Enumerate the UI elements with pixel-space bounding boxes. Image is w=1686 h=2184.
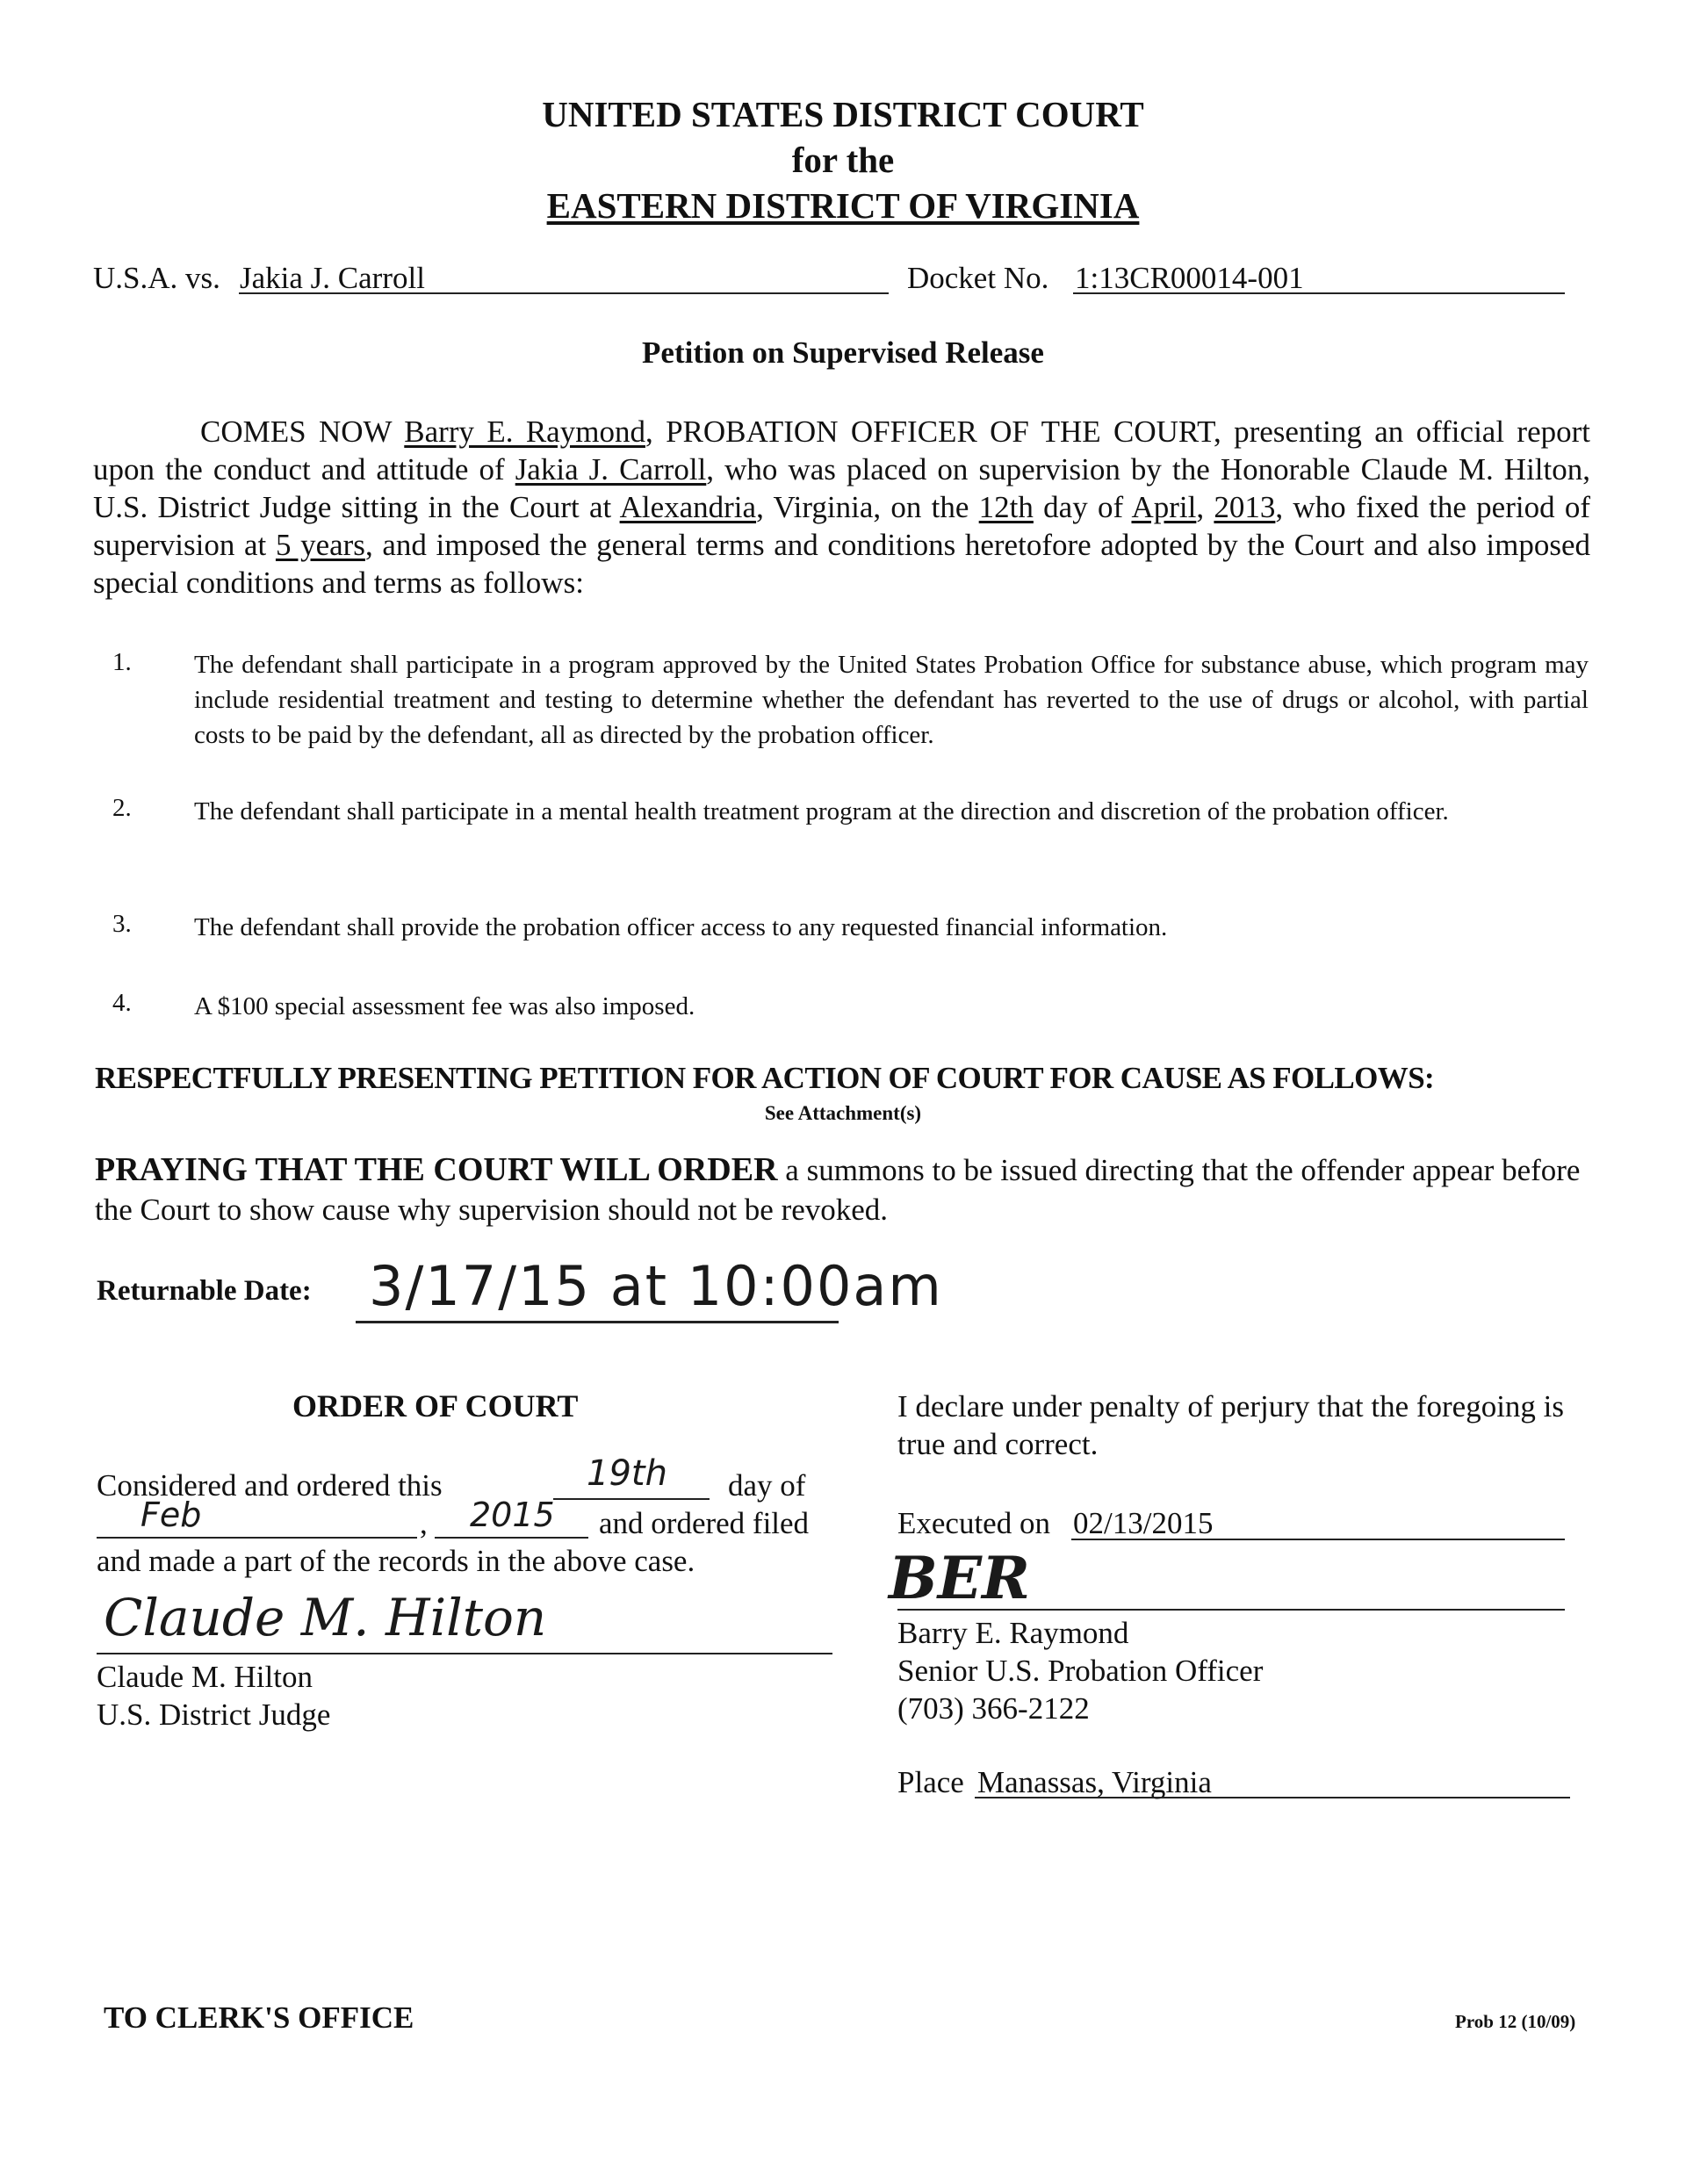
docket-number: 1:13CR00014-001 bbox=[1075, 261, 1304, 295]
intro-text: , bbox=[1196, 490, 1214, 524]
executed-line bbox=[1071, 1539, 1565, 1540]
intro-text: , and imposed the general terms and conditions heretofore adopted by the Court and also imposed special conditions and terms as follows: bbox=[93, 528, 1590, 600]
comma: , bbox=[420, 1506, 428, 1540]
praying-paragraph bbox=[95, 1150, 1588, 1229]
executed-label: Executed on bbox=[897, 1506, 1050, 1540]
order-month-handwritten: Feb bbox=[140, 1496, 202, 1534]
defendant-name: Jakia J. Carroll bbox=[240, 261, 425, 295]
respectfully-heading: RESPECTFULLY PRESENTING PETITION FOR ACTION OF COURT FOR CAUSE AS FOLLOWS: bbox=[95, 1061, 1435, 1095]
condition-text: A $100 special assessment fee was also imposed. bbox=[194, 992, 695, 1020]
praying-text: a summons to be issued directing that the offender appear before the Court to show cause why supervision should not be revoked. bbox=[95, 1153, 1581, 1227]
praying-bold: PRAYING THAT THE COURT WILL ORDER bbox=[95, 1151, 778, 1188]
officer-signature-line bbox=[897, 1609, 1565, 1611]
judge-title: U.S. District Judge bbox=[97, 1697, 331, 1732]
officer-name: Barry E. Raymond bbox=[897, 1616, 1129, 1650]
place-line bbox=[975, 1797, 1570, 1798]
judge-signature-line bbox=[97, 1653, 832, 1654]
intro-paragraph bbox=[93, 413, 1590, 602]
clerk-office: TO CLERK'S OFFICE bbox=[104, 2000, 414, 2035]
see-attachment: See Attachment(s) bbox=[764, 1102, 922, 1124]
considered-text: Considered and ordered this bbox=[97, 1468, 443, 1503]
condition-number: 1. bbox=[112, 648, 132, 676]
officer-title: Senior U.S. Probation Officer bbox=[897, 1654, 1264, 1688]
defendant-name-inline: Jakia J. Carroll bbox=[515, 452, 707, 487]
judge-name: Claude M. Hilton bbox=[97, 1660, 313, 1694]
intro-text: , PROBATION OFFICER OF THE COURT, presenting an official report upon the conduct and attitude of bbox=[93, 414, 1590, 487]
docket-underline bbox=[1073, 292, 1565, 294]
sentence-year: 2013 bbox=[1214, 490, 1276, 524]
place-label: Place bbox=[897, 1765, 964, 1799]
court-district bbox=[0, 183, 1686, 228]
defendant-underline bbox=[239, 292, 889, 294]
officer-phone: (703) 366-2122 bbox=[897, 1691, 1090, 1726]
intro-text: COMES NOW bbox=[200, 414, 405, 449]
place-value: Manassas, Virginia bbox=[977, 1765, 1212, 1799]
form-number: Prob 12 (10/09) bbox=[1455, 2011, 1576, 2032]
order-year-handwritten: 2015 bbox=[470, 1496, 555, 1534]
judge-signature: Claude M. Hilton bbox=[104, 1588, 547, 1647]
executed-date: 02/13/2015 bbox=[1073, 1506, 1214, 1540]
order-year-line bbox=[435, 1537, 588, 1539]
intro-text: day of bbox=[1033, 490, 1132, 524]
order-day-handwritten: 19th bbox=[587, 1453, 667, 1494]
intro-text: , who fixed the period of supervision at bbox=[93, 490, 1590, 562]
court-name: UNITED STATES DISTRICT COURT bbox=[542, 94, 1144, 134]
declaration-text: I declare under penalty of perjury that the foregoing is true and correct. bbox=[897, 1389, 1565, 1461]
condition-number: 3. bbox=[112, 910, 132, 938]
returnable-underline bbox=[356, 1321, 839, 1323]
order-title: ORDER OF COURT bbox=[292, 1388, 579, 1424]
court-for-the: for the bbox=[791, 140, 895, 180]
condition-text: The defendant shall participate in a program approved by the United States Probation Office for substance abuse, which program may include residential treatment and testing to determine whether the defendant has reverted to the use of drugs or alcohol, with partial costs to be paid by the defendant, all as directed by the probation officer. bbox=[194, 651, 1589, 749]
petition-title: Petition on Supervised Release bbox=[642, 335, 1044, 370]
docket-label: Docket No. bbox=[907, 261, 1049, 295]
condition-number: 2. bbox=[112, 794, 132, 822]
intro-text: , Virginia, on the bbox=[756, 490, 979, 524]
condition-text: The defendant shall participate in a mental health treatment program at the direction and discretion of the probation officer. bbox=[194, 797, 1449, 825]
records-text: and made a part of the records in the above case. bbox=[97, 1544, 695, 1578]
sentence-day: 12th bbox=[978, 490, 1034, 524]
officer-signature: BER bbox=[889, 1544, 1030, 1612]
usa-vs-label: U.S.A. vs. bbox=[93, 261, 220, 295]
officer-name: Barry E. Raymond bbox=[404, 414, 645, 449]
order-month-line bbox=[97, 1537, 417, 1539]
court-city: Alexandria bbox=[619, 490, 757, 524]
order-day-line bbox=[553, 1498, 710, 1500]
condition-text: The defendant shall provide the probation officer access to any requested financial information. bbox=[194, 913, 1168, 941]
day-of-text: day of bbox=[728, 1468, 806, 1503]
ordered-filed-text: and ordered filed bbox=[599, 1506, 810, 1540]
returnable-handwritten-date: 3/17/15 at 10:00am bbox=[369, 1254, 943, 1318]
district-name: EASTERN DISTRICT OF VIRGINIA bbox=[546, 185, 1140, 226]
returnable-label: Returnable Date: bbox=[97, 1275, 312, 1307]
intro-text: , who was placed on supervision by the Honorable Claude M. Hilton, U.S. District Judge sitting in the Court at bbox=[93, 452, 1590, 524]
sentence-month: April bbox=[1131, 490, 1197, 524]
condition-number: 4. bbox=[112, 989, 132, 1017]
supervision-period: 5 years bbox=[275, 528, 365, 562]
